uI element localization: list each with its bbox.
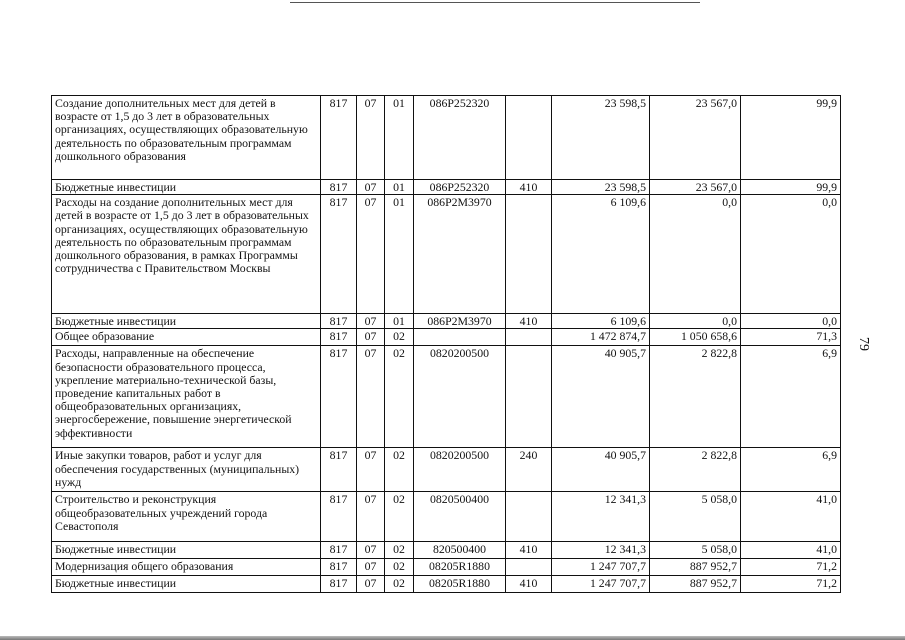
cell-fact: 2 822,8 [650, 448, 741, 492]
cell-fact: 5 058,0 [650, 542, 741, 559]
cell-ved: 817 [321, 492, 357, 542]
cell-pct: 6,9 [741, 346, 841, 448]
cell-ved: 817 [321, 448, 357, 492]
cell-csr: 0820500400 [414, 492, 506, 542]
table-row [52, 314, 841, 329]
cell-rz: 07 [357, 492, 385, 542]
cell-vr: 410 [506, 576, 552, 593]
cell-rz: 07 [357, 329, 385, 346]
budget-table [51, 95, 841, 593]
cell-pr: 01 [385, 180, 414, 195]
cell-name: Иные закупки товаров, работ и услуг для обеспечения государственных (муниципальных) нужд [52, 448, 321, 492]
cell-pct: 71,2 [741, 576, 841, 593]
cell-pct: 99,9 [741, 96, 841, 180]
scan-bottom-edge [0, 636, 905, 640]
cell-csr: 08205R1880 [414, 559, 506, 576]
cell-ved: 817 [321, 576, 357, 593]
cell-pct: 0,0 [741, 314, 841, 329]
cell-name: Общее образование [52, 329, 321, 346]
cell-name: Расходы на создание дополнительных мест для детей в возрасте от 1,5 до 3 лет в образовательных организациях, осуществляющих образовательную деятельность по образовательным программам дошкольного образования, в рамках Программы сотрудничества с Правительством Москвы [52, 195, 321, 314]
table-row [52, 96, 841, 180]
cell-vr [506, 96, 552, 180]
table-row [52, 346, 841, 448]
cell-pct: 99,9 [741, 180, 841, 195]
cell-name: Бюджетные инвестиции [52, 542, 321, 559]
cell-pct: 6,9 [741, 448, 841, 492]
cell-name: Создание дополнительных мест для детей в возрасте от 1,5 до 3 лет в образовательных организациях, осуществляющих образовательную деятельность по образовательным программам дошкольного образования [52, 96, 321, 180]
cell-vr: 410 [506, 542, 552, 559]
cell-pct: 41,0 [741, 542, 841, 559]
cell-rz: 07 [357, 576, 385, 593]
cell-csr: 086Р252320 [414, 96, 506, 180]
cell-csr [414, 329, 506, 346]
table-row [52, 448, 841, 492]
cell-vr [506, 195, 552, 314]
cell-fact: 2 822,8 [650, 346, 741, 448]
cell-pr: 02 [385, 448, 414, 492]
table-row [52, 542, 841, 559]
table-row [52, 492, 841, 542]
cell-ved: 817 [321, 195, 357, 314]
table-row [52, 329, 841, 346]
cell-ved: 817 [321, 314, 357, 329]
cell-rz: 07 [357, 448, 385, 492]
cell-pr: 01 [385, 96, 414, 180]
cell-vr [506, 559, 552, 576]
cell-pct: 71,3 [741, 329, 841, 346]
cell-fact: 0,0 [650, 195, 741, 314]
cell-csr: 0820200500 [414, 448, 506, 492]
cell-pr: 02 [385, 576, 414, 593]
cell-ved: 817 [321, 346, 357, 448]
cell-fact: 887 952,7 [650, 576, 741, 593]
cell-fact: 1 050 658,6 [650, 329, 741, 346]
cell-rz: 07 [357, 96, 385, 180]
table-row [52, 180, 841, 195]
cell-plan: 40 905,7 [552, 346, 650, 448]
cell-ved: 817 [321, 180, 357, 195]
cell-ved: 817 [321, 559, 357, 576]
cell-csr: 08205R1880 [414, 576, 506, 593]
cell-name: Бюджетные инвестиции [52, 576, 321, 593]
table-row [52, 559, 841, 576]
cell-rz: 07 [357, 542, 385, 559]
cell-pct: 0,0 [741, 195, 841, 314]
cell-plan: 1 472 874,7 [552, 329, 650, 346]
cell-plan: 1 247 707,7 [552, 576, 650, 593]
cell-plan: 23 598,5 [552, 180, 650, 195]
cell-pr: 02 [385, 329, 414, 346]
cell-plan: 6 109,6 [552, 314, 650, 329]
cell-csr: 086Р252320 [414, 180, 506, 195]
cell-csr: 086Р2М3970 [414, 195, 506, 314]
cell-pr: 02 [385, 492, 414, 542]
cell-pr: 02 [385, 346, 414, 448]
cell-pr: 02 [385, 559, 414, 576]
cell-plan: 40 905,7 [552, 448, 650, 492]
cell-ved: 817 [321, 542, 357, 559]
cell-plan: 1 247 707,7 [552, 559, 650, 576]
cell-fact: 5 058,0 [650, 492, 741, 542]
cell-pr: 01 [385, 314, 414, 329]
cell-fact: 23 567,0 [650, 180, 741, 195]
scan-artifact-line [290, 2, 700, 3]
cell-vr [506, 346, 552, 448]
cell-pct: 71,2 [741, 559, 841, 576]
cell-name: Расходы, направленные на обеспечение безопасности образовательного процесса, укрепление материально-технической базы, проведение капитальных работ в общеобразовательных организациях, энергосбережение, повышение энергетической эффективности [52, 346, 321, 448]
cell-plan: 6 109,6 [552, 195, 650, 314]
cell-rz: 07 [357, 346, 385, 448]
cell-pr: 02 [385, 542, 414, 559]
cell-fact: 0,0 [650, 314, 741, 329]
cell-fact: 887 952,7 [650, 559, 741, 576]
cell-name: Модернизация общего образования [52, 559, 321, 576]
table-row [52, 195, 841, 314]
cell-fact: 23 567,0 [650, 96, 741, 180]
cell-vr: 410 [506, 314, 552, 329]
cell-name: Бюджетные инвестиции [52, 314, 321, 329]
cell-csr: 0820200500 [414, 346, 506, 448]
cell-name: Строительство и реконструкция общеобразовательных учреждений города Севастополя [52, 492, 321, 542]
page-number: 79 [856, 337, 871, 351]
cell-csr: 820500400 [414, 542, 506, 559]
cell-plan: 12 341,3 [552, 542, 650, 559]
cell-ved: 817 [321, 329, 357, 346]
cell-vr [506, 329, 552, 346]
cell-pr: 01 [385, 195, 414, 314]
cell-plan: 12 341,3 [552, 492, 650, 542]
cell-csr: 086Р2М3970 [414, 314, 506, 329]
cell-vr: 410 [506, 180, 552, 195]
cell-name: Бюджетные инвестиции [52, 180, 321, 195]
table-row [52, 576, 841, 593]
cell-plan: 23 598,5 [552, 96, 650, 180]
cell-vr [506, 492, 552, 542]
cell-pct: 41,0 [741, 492, 841, 542]
cell-rz: 07 [357, 195, 385, 314]
cell-rz: 07 [357, 180, 385, 195]
cell-rz: 07 [357, 559, 385, 576]
cell-vr: 240 [506, 448, 552, 492]
cell-rz: 07 [357, 314, 385, 329]
cell-ved: 817 [321, 96, 357, 180]
